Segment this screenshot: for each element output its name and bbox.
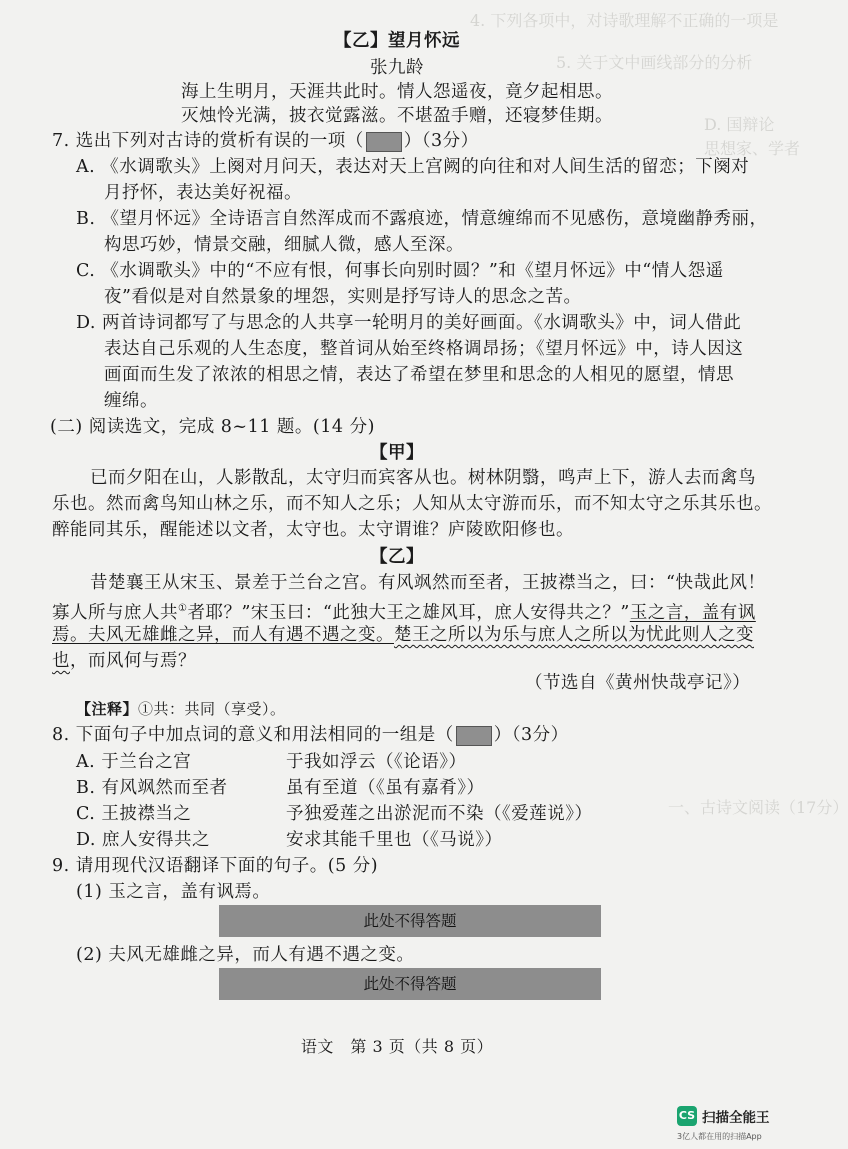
passage-yi-title: 【乙】: [370, 547, 424, 567]
underlined-sentence: 焉。夫风无雄雌之异，而人有遇不遇之变。: [52, 625, 394, 645]
option-a-cont: 月抒怀，表达美好祝福。: [104, 183, 302, 203]
option-d-cont: 缠绵。: [104, 391, 158, 411]
no-answer-zone: 此处不得答题: [219, 968, 601, 1000]
bleed-through-text: 思想家、学者: [704, 139, 801, 158]
footnote-marker: ①: [178, 603, 188, 614]
option-d-cont: 表达自己乐观的人生态度，整首词从始至终格调昂扬；《望月怀远》中，诗人因这: [104, 339, 744, 359]
q8-option-b-compare: 虽有至道（《虽有嘉肴》）: [286, 778, 485, 798]
answer-box: [366, 132, 402, 152]
q8-option-c: C. 王披襟当之: [76, 804, 192, 824]
option-b-cont: 构思巧妙，情景交融，细腻人微，感人至深。: [104, 235, 464, 255]
option-b: B. 《望月怀远》全诗语言自然浑成而不露痕迹，情意缠绵而不见感伤，意境幽静秀丽，: [76, 209, 768, 229]
poem-title: 【乙】望月怀远: [334, 31, 460, 51]
bleed-through-text: 一、古诗文阅读（17分）: [668, 798, 848, 817]
passage-jia-line: 乐也。然而禽鸟知山林之乐，而不知人之乐；人知从太守游而乐，而不知太守之乐其乐也。: [52, 494, 772, 514]
option-d: D. 两首诗词都写了与思念的人共享一轮明月的美好画面。《水调歌头》中，词人借此: [76, 313, 742, 333]
passage-yi-line: [52, 622, 754, 648]
q8-option-c-compare: 予独爱莲之出淤泥而不染（《爱莲说》）: [286, 804, 593, 824]
passage-jia-line: 醉能同其乐，醒能述以文者，太守也。太守谓谁？庐陵欧阳修也。: [52, 520, 574, 540]
question-7-stem: 7. 选出下列对古诗的赏析有误的一项（ ）（3分）: [52, 131, 479, 151]
bleed-through-text: D. 国辩论: [704, 115, 775, 134]
q8-option-a: A. 于兰台之宫: [76, 752, 192, 772]
scanner-tagline: 3亿人都在用的扫描App: [677, 1132, 762, 1141]
question-9-stem: 9. 请用现代汉语翻译下面的句子。(5 分): [52, 856, 379, 876]
wavy-underlined-sentence: 也: [52, 651, 70, 671]
bleed-through-text: 5. 关于文中画线部分的分析: [556, 53, 753, 72]
passage-yi-line: 也，而风何与焉？: [52, 651, 196, 671]
option-a: A. 《水调歌头》上阕对月问天，表达对天上宫阙的向往和对人间生活的留恋；下阕对: [76, 157, 750, 177]
option-c-cont: 夜”看似是对自然景象的埋怨，实则是抒写诗人的思念之苦。: [104, 287, 582, 307]
passage-jia-line: 已而夕阳在山，人影散乱，太守归而宾客从也。树林阴翳，鸣声上下，游人去而禽鸟: [90, 468, 756, 488]
wavy-underlined-sentence: 楚王之所以为乐与庶人之所以为忧此则人之变: [394, 625, 754, 645]
passage-source: （节选自《黄州快哉亭记》）: [525, 673, 751, 693]
q8-option-d-compare: 安求其能千里也（《马说》）: [286, 830, 503, 850]
camscanner-logo-icon: CS: [677, 1106, 697, 1126]
bleed-through-text: 4. 下列各项中，对诗歌理解不正确的一项是: [470, 11, 779, 30]
q9-sentence-2: (2) 夫风无雄雌之异，而人有遇不遇之变。: [76, 945, 415, 965]
poem-line: 海上生明月，天涯共此时。情人怨遥夜，竟夕起相思。: [181, 82, 613, 102]
option-d-cont: 画面而生发了浓浓的相思之情，表达了希望在梦里和思念的人相见的愿望，情思: [104, 365, 734, 385]
q8-option-b: B. 有风飒然而至者: [76, 778, 228, 798]
option-c: C. 《水调歌头》中的“不应有恨，何事长向别时圆？”和《望月怀远》中“情人怨遥: [76, 261, 724, 281]
page-footer: 语文 第 3 页（共 8 页）: [300, 1037, 494, 1056]
answer-box: [456, 726, 492, 746]
no-answer-zone: 此处不得答题: [219, 905, 601, 937]
poem-author: 张九龄: [370, 58, 424, 78]
passage-jia-title: 【甲】: [370, 443, 424, 463]
footnote: 【注释】①共：共同（享受）。: [76, 700, 286, 718]
section-heading: (二) 阅读选文，完成 8~11 题。(14 分): [50, 417, 375, 437]
scanner-app-name: 扫描全能王: [702, 1110, 770, 1126]
passage-yi-line: 昔楚襄王从宋玉、景差于兰台之宫。有风飒然而至者，王披襟当之，曰：“快哉此风！: [90, 573, 766, 593]
passage-yi-line: 寡人所与庶人共①者耶？”宋玉曰：“此独大王之雄风耳，庶人安得共之？”玉之言，盖有讽: [52, 602, 756, 623]
underlined-sentence: 玉之言，盖有讽: [629, 602, 756, 623]
poem-line: 灭烛怜光满，披衣觉露滋。不堪盈手赠，还寝梦佳期。: [181, 106, 613, 126]
question-8-stem: 8. 下面句子中加点词的意义和用法相同的一组是（ ）（3分）: [52, 725, 569, 745]
q9-sentence-1: (1) 玉之言，盖有讽焉。: [76, 882, 271, 902]
q8-option-a-compare: 于我如浮云（《论语》）: [286, 752, 467, 772]
q8-option-d: D. 庶人安得共之: [76, 830, 211, 850]
